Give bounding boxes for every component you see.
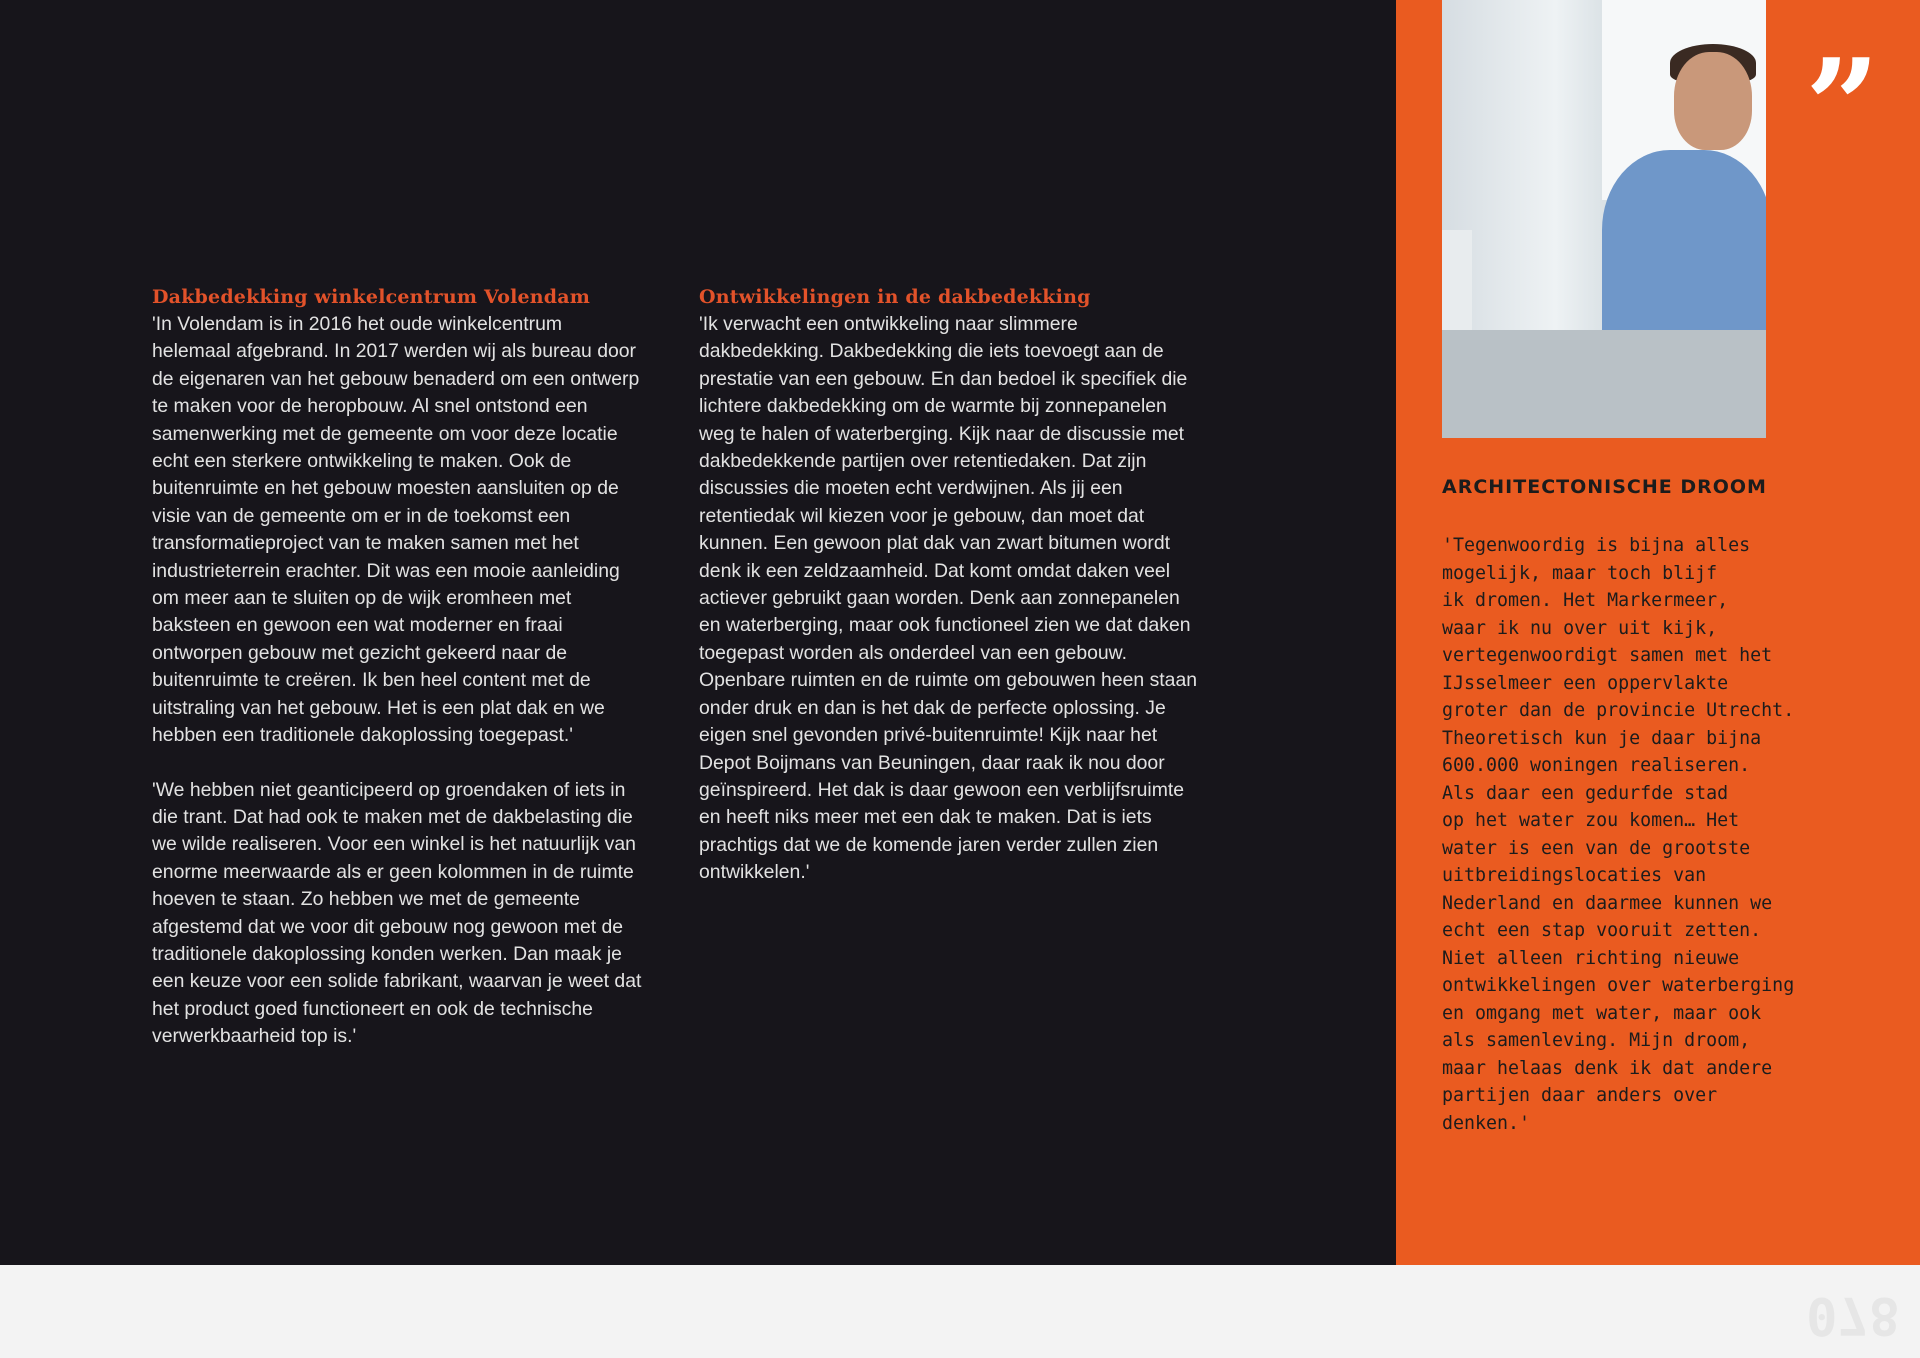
middle-article-column [699, 283, 1199, 914]
photo-person-head [1674, 52, 1752, 150]
portrait-photo [1442, 0, 1766, 438]
sidebar-quote: 'Tegenwoordig is bijna alles mogelijk, maar toch blijf ik dromen. Het Markermeer, waar ik nu over uit kijk, vertegenwoordigt samen met het IJsselmeer een oppervlakte groter dan de provincie Utrecht. Theoretisch kun je daar bijna 600.000 woningen realiseren. Als daar een gedurfde stad op het water zou komen… Het water is een van de grootste uitbreidingslocaties van Nederland en daarmee kunnen we echt een stap vooruit zetten. Niet alleen richting nieuwe ontwikkelingen over waterberging en omgang met water, maar ook als samenleving. Mijn droom, maar helaas denk ik dat andere partijen daar anders over denken.' [1442, 535, 1795, 1134]
photo-person-body [1602, 150, 1766, 350]
sidebar-title: ARCHITECTONISCHE DROOM [1442, 476, 1767, 498]
left-column-paragraph-1: 'In Volendam is in 2016 het oude winkelcentrum helemaal afgebrand. In 2017 werden wij als bureau door de eigenaren van het gebouw benaderd om een ontwerp te maken voor de heropbouw. Al snel ontstond een samenwerking met de gemeente om voor deze locatie echt een sterkere ontwikkeling te maken. Ook de buitenruimte en het gebouw moesten aansluiten op de visie van de gemeente om er in de toekomst een transformatieproject van te maken samen met het industrieterrein erachter. Dit was een mooie aanleiding om meer aan te sluiten op de wijk eromheen met baksteen en gewoon een wat moderner en fraai ontworpen gebouw met gezicht gekeerd naar de buitenruimte te creëren. Ik ben heel content met de uitstraling van het gebouw. Het is een plat dak en we hebben een traditionele dakoplossing toegepast.' [152, 313, 640, 747]
left-column-paragraph-2: 'We hebben niet geanticipeerd op groendaken of iets in die trant. Dat had ook te maken met de dakbelasting die we wilde realiseren. Voor een winkel is het natuurlijk van enorme meerwaarde als er geen kolommen in de ruimte hoeven te staan. Zo hebben we met de gemeente afgestemd dat we voor dit gebouw nog gewoon met de traditionele dakoplossing konden werken. Dan maak je een keuze voor een solide fabrikant, waarvan je weet dat het product goed functioneert en ook de technische verwerkbaarheid top is.' [152, 778, 642, 1048]
left-column-title: Dakbedekking winkelcentrum Volendam [152, 286, 591, 308]
photo-desk [1442, 330, 1766, 438]
bleed-page-number: 078 [1806, 1285, 1900, 1345]
quote-mark-icon: ” [1805, 30, 1880, 183]
bottom-page-strip [0, 1265, 1920, 1358]
middle-column-paragraph-1: 'Ik verwacht een ontwikkeling naar slimmere dakbedekking. Dakbedekking die iets toevoegt aan de prestatie van een gebouw. En dan bedoel ik specifiek die lichtere dakbedekking om de warmte bij zonnepanelen weg te halen of waterberging. Kijk naar de discussie met dakbedekkende partijen over retentiedaken. Dat zijn discussies die moeten echt verdwijnen. Als jij een retentiedak wil kiezen voor je gebouw, dan moet dat kunnen. Een gewoon plat dak van zwart bitumen wordt denk ik een zeldzaamheid. Dat komt omdat daken veel actiever gebruikt gaan worden. Denk aan zonnepanelen en waterberging, maar ook functioneel zien we dat daken toegepast worden als onderdeel van een gebouw. Openbare ruimten en de ruimte om gebouwen heen staan onder druk en dan is het dak de perfecte oplossing. Je eigen snel gevonden privé-buitenruimte! Kijk naar het Depot Boijmans van Beuningen, daar raak ik nou door geïnspireerd. Het dak is daar gewoon een verblijfsruimte en heeft niks meer met een dak te maken. Dat is iets prachtigs dat we de komende jaren verder zullen zien ontwikkelen.' [699, 313, 1198, 884]
middle-column-title: Ontwikkelingen in de dakbedekking [699, 286, 1091, 308]
left-article-column [152, 283, 642, 1078]
